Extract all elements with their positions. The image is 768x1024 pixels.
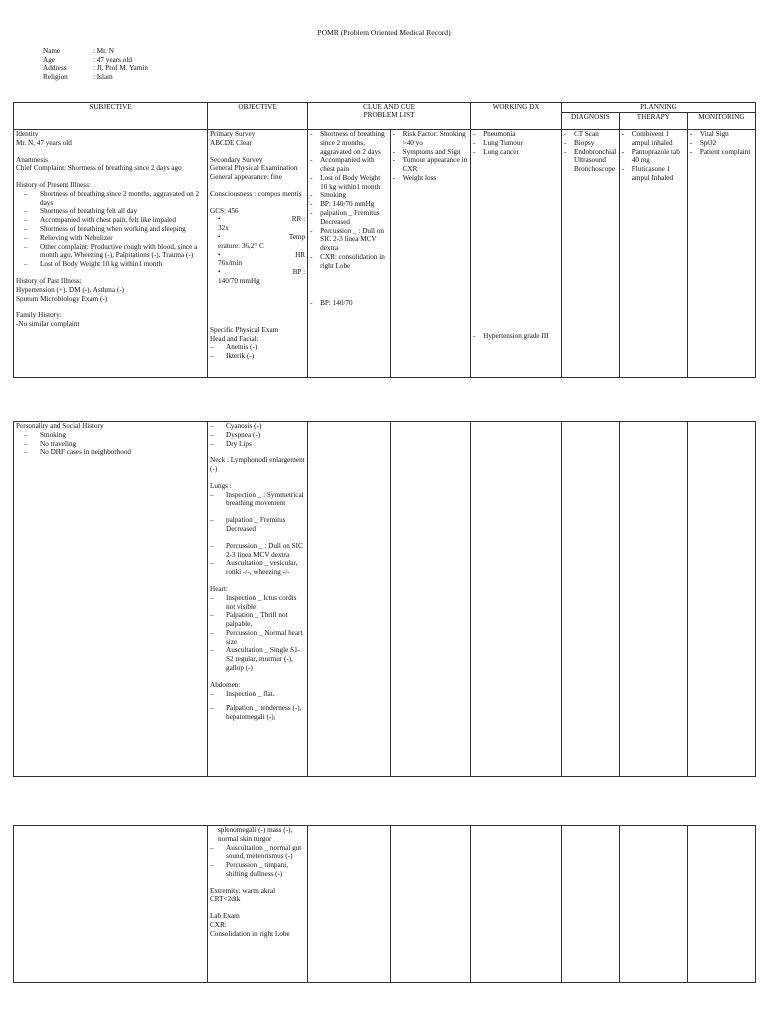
list-item: - Endobronchial Ultrasound Bronchoscope [564,148,617,174]
chief-complaint: Chief Complaint: Shortness of breathing since 2 days ago [16,164,182,173]
header-working-dx: WORKING DX [471,103,562,130]
header-problem-list: PROBLEM LIST [363,111,415,120]
past-illness-heading: History of Past Illness: [16,276,82,285]
header-planning: PLANNING [561,103,755,113]
abdomen-heading: Abdomen: [210,680,241,689]
past-illness-text: Sputum Microbiology Exam (-) [16,294,108,303]
diagnosis-cell [561,826,619,983]
list-item: – Dyspnea (-) [210,431,305,440]
list-item: – Inspection _ flat. [210,690,305,699]
list-item: - Shortness of breathing since 2 months, aggravated on 2 days [310,130,388,156]
bullet-icon: • [218,250,221,259]
past-illness-text: Hypertension (+), DM (-), Asthma (-) [16,285,125,294]
head-facial-heading: Head and Facial: [210,334,259,343]
working-dx-list [473,130,559,341]
working-dx-cell [471,422,562,777]
cxr-result: Consolidation in right Lobe [210,929,290,938]
secondary-survey-heading: Secondary Survey [210,155,263,164]
list-item: - Hypertension grade III [473,332,559,341]
header-objective: OBJECTIVE [208,103,308,130]
list-item: – Lost of Body Weight 10 kg within1 month [24,260,205,269]
monitoring-cell [687,130,755,378]
header-clue: CLUE AND CUE [363,103,416,111]
heart-heading: Heart: [210,584,228,593]
general-appearance: General appearance: fine [210,173,282,182]
patient-info [43,47,148,82]
header-therapy: THERAPY [619,113,687,130]
social-history-list [16,431,205,457]
subjective-cell [14,826,208,983]
list-item: - Fluticasone 1 ampul Inhaled [622,165,685,183]
list-item: – Auscultation _ Single S1- S2 regular, murmur (-), gallop (-) [210,646,305,672]
list-item: – Shortness of breathing felt all day [24,207,205,216]
list-item: – Anemis (-) [210,343,305,352]
list-item: - CT Scan [564,130,617,139]
objective-top-list [210,422,305,448]
list-item: – Percussion _ Normal heart size [210,629,305,647]
list-item: – No DHF cases in neighborhood [24,448,205,457]
list-item: – Smoking [24,431,205,440]
patient-value: : Jl. Prof M. Yamin [93,64,148,73]
patient-value: : Islam [93,72,113,81]
list-item: - CXR: consolidation in right Lobe [310,253,388,271]
list-item: - Lung cancer [473,148,559,157]
bp-value: 140/70 mmHg [218,276,260,285]
patient-value: : Mr. N [93,47,114,55]
objective-cell [208,826,308,983]
diagnosis-cell [561,130,619,378]
document-title: POMR (Problem Oriented Medical Record) [317,28,451,37]
head-list [210,343,305,361]
subjective-cell [14,130,208,378]
lungs-heading: Lungs : [210,481,232,490]
list-item: – Dry Lips [210,440,305,449]
patient-label: Address [43,64,67,73]
therapy-list [622,130,685,183]
pomr-table-page3 [13,825,756,983]
list-item: - Weight loss [393,174,469,183]
list-item: - Combivent 1 ampul inhaled [622,130,685,148]
cxr-heading: CXR: [210,921,227,930]
list-item: – palpation _ Fremitus Decreased [210,516,305,534]
clue-cell [308,422,391,777]
list-item: - BP: 140/70 [310,299,388,308]
diagnosis-list [564,130,617,174]
hpi-heading: History of Present Illness: [16,181,91,190]
general-exam-heading: General Physical Examination [210,164,298,173]
list-item: - Lost of Body Weight 10 kg within1 month [310,174,388,192]
list-item: – Palpation _ Thrill not palpable, [210,611,305,629]
monitoring-cell [687,826,755,983]
rr-value: 32x [218,224,229,233]
heart-list [210,594,305,673]
list-item: - Risk Factor: Smoking >40 yo [393,130,469,148]
gcs: GCS: 456 [210,206,239,215]
problem-cell [390,826,470,983]
list-item: - Patient complaint [690,148,753,157]
abdomen-continued-list [210,844,305,879]
hpi-list [16,190,205,269]
list-item: – Percussion _ timpani, shifting dullness (-) [210,861,305,879]
clue-cell [308,130,391,378]
list-item: – Ikterik (-) [210,352,305,361]
lab-exam-heading: Lab Exam [210,912,240,921]
temp-value: erature: 36,2° C [218,241,264,250]
list-item: - palpation _ Fremitus Decreased [310,209,388,227]
header-subjective: SUBJECTIVE [14,103,208,130]
working-dx-cell [471,130,562,378]
primary-survey-text: ABCDE Clear [210,138,252,147]
rr-label: RR : [291,215,306,224]
working-dx-cell [471,826,562,983]
objective-cell [208,130,308,378]
patient-label: Religion [43,72,68,81]
primary-survey-heading: Primary Survey [210,130,256,138]
bullet-icon: • [218,268,221,277]
list-item: - Pantoprazole tab 40 mg [622,148,685,166]
clue-list [310,130,388,307]
problem-cell [390,130,471,378]
hr-value: 76x/min [218,259,242,268]
family-history-heading: Family History: [16,311,62,320]
list-item: - Lung Tumour [473,139,559,148]
monitoring-list [690,130,753,156]
list-item: - Symptoms and Sign [393,148,469,157]
header-diagnosis: DIAGNOSIS [561,113,619,130]
family-history-text: -No similar complaint [16,320,80,329]
list-item: - Biopsy [564,139,617,148]
abdomen-list [210,690,305,722]
list-item: - Vital Sign [690,130,753,139]
diagnosis-cell [561,422,619,777]
therapy-cell [619,826,687,983]
list-item: – No traveling [24,440,205,449]
therapy-cell [619,422,687,777]
neck-exam: Neck : Lymphonodi enlargement (-) [210,456,305,474]
list-item: - Tumour appearance in CXR [393,156,469,174]
clue-cell [308,826,391,983]
list-item: - SpO2 [690,139,753,148]
anamnesis-heading: Anamnesis [16,155,48,164]
list-item: – Percussion _ : Dull on SIC 2-3 linea MCV dextra [210,542,305,560]
list-item: - Accompanied with chest pain [310,156,388,174]
header-clue-problem [308,103,471,130]
bp-label: BP : [292,268,306,277]
extremity-exam: Extremity: warm akral CRT<2dtk [210,886,276,904]
list-item: – Auscultation _ normal gut sound, meteorismus (-) [210,844,305,862]
list-item: – Inspection _ Ictus cordis not visible [210,594,305,612]
abdomen-continued: splenomegali (-) mass (-), normal skin turgor [218,826,293,843]
subjective-cell [14,422,208,777]
identity-heading: Identity [16,130,39,138]
list-item: – Cyanosis (-) [210,422,305,431]
patient-label: Age [43,55,55,64]
pomr-table-page2 [13,421,756,777]
list-item: – Accompanied with chest pain, felt like impaled [24,216,205,225]
objective-cell [208,422,308,777]
problem-list [393,130,469,183]
list-item: – Palpation _ tenderness (-), hepatomegali (-), [210,704,305,722]
temp-label: Temp [288,233,306,242]
lungs-list [210,491,305,577]
identity-text: Mr. N, 47 years old [16,138,72,147]
pomr-table-page1 [13,102,756,378]
therapy-cell [619,130,687,378]
bullet-icon: • [218,233,221,242]
patient-label: Name [43,47,61,55]
social-history-heading: Personality and Social History [16,422,104,430]
hr-label: HR [295,250,306,259]
list-item: - Smoking [310,191,388,200]
problem-cell [390,422,470,777]
list-item: – Relieving with Nebulizer [24,234,205,243]
list-item: – Auscultation _ vesicular, ronki -/-, wheezing -/- [210,559,305,577]
list-item: – Other complaint: Productive cough with blood, since a month ago, Wheezing (-), Palpitations (-), Trauma (-) [24,243,205,261]
patient-value: : 47 years old [93,55,132,64]
list-item: - BP: 140/70 mmHg [310,200,388,209]
bullet-icon: • [218,215,221,224]
list-item: - Percussion _ : Dull on SIC 2-3 linea MCV dextra [310,227,388,253]
list-item: - Pneumonia [473,130,559,139]
monitoring-cell [687,422,755,777]
consciousness: Consciousness : compos mentis [210,189,302,198]
header-monitoring: MONITORING [687,113,755,130]
specific-exam-heading: Specific Physical Exam [210,325,279,334]
list-item: – Shortness of breathing since 2 months, aggravated on 2 days [24,190,205,208]
list-item: – Inspection _ : Symmetrical breathing movement [210,491,305,509]
list-item: – Shortness of breathing when working and sleeping [24,225,205,234]
